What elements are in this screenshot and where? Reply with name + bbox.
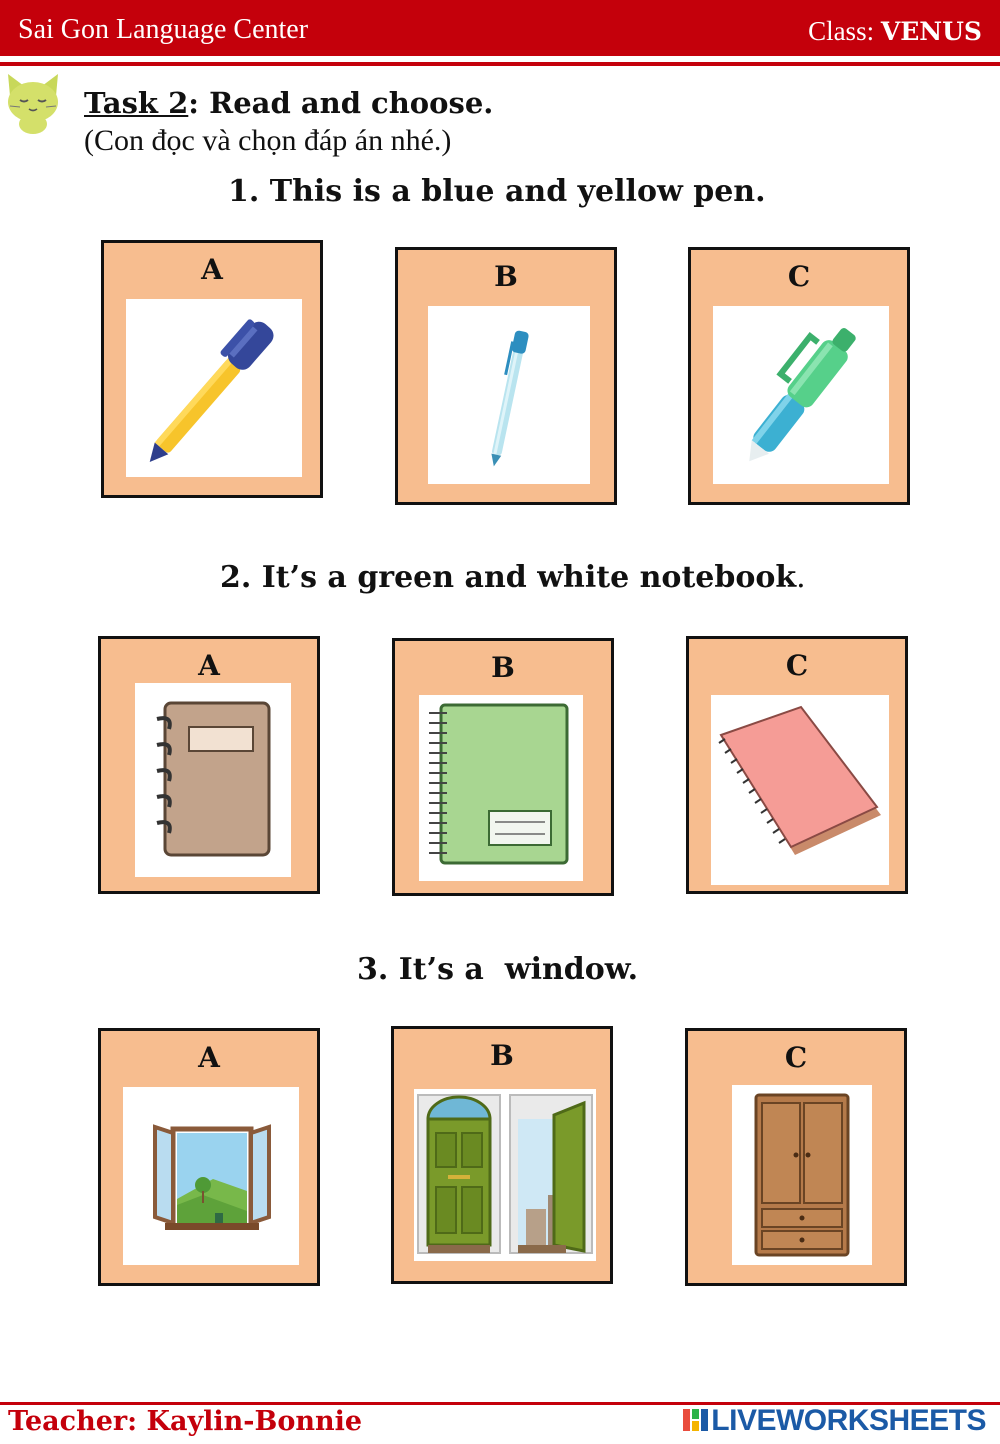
option-letter: C <box>787 260 811 293</box>
liveworksheets-logo-icon <box>683 1407 709 1433</box>
option-card-3b[interactable] <box>391 1026 613 1284</box>
option-card-1c[interactable] <box>688 247 910 505</box>
class-label: Class: <box>808 16 875 46</box>
question-2-text: 2. It’s a green and white notebook <box>220 560 797 595</box>
cat-mascot-icon <box>4 72 62 134</box>
option-card-3c[interactable] <box>685 1028 907 1286</box>
class-value: VENUS <box>880 17 982 46</box>
pink-notebook-icon <box>711 695 889 885</box>
green-notebook-icon <box>419 695 583 881</box>
center-name: Sai Gon Language Center <box>18 14 309 45</box>
option-letter: C <box>784 1041 808 1074</box>
option-card-3a[interactable] <box>98 1028 320 1286</box>
option-card-2c[interactable] <box>686 636 908 894</box>
brand-name: LIVEWORKSHEETS <box>711 1404 986 1437</box>
brown-notebook-icon <box>135 683 291 877</box>
option-letter: C <box>785 649 809 682</box>
green-doors-icon <box>414 1089 596 1261</box>
option-letter: B <box>491 651 515 684</box>
header-bar <box>0 0 1000 56</box>
question-1: 1. This is a blue and yellow pen. <box>228 174 766 209</box>
option-letter: A <box>201 253 223 286</box>
option-letter: A <box>198 649 220 682</box>
option-letter: B <box>490 1039 514 1072</box>
task-instruction: : Read and choose. <box>188 86 494 120</box>
green-blue-pen-icon <box>713 306 889 484</box>
task-subtitle: (Con đọc và chọn đáp án nhé.) <box>84 124 452 157</box>
question-3: 3. It’s a window. <box>357 952 639 987</box>
task-title <box>84 86 493 120</box>
brand-mark <box>683 1404 986 1438</box>
task-number: Task 2 <box>84 86 189 120</box>
class-info <box>808 16 982 47</box>
header-divider <box>0 62 1000 66</box>
wardrobe-icon <box>732 1085 872 1265</box>
option-card-2a[interactable] <box>98 636 320 894</box>
open-window-icon <box>123 1087 299 1265</box>
option-card-1a[interactable] <box>101 240 323 498</box>
question-2-period: . <box>796 560 806 595</box>
thin-blue-pen-icon <box>428 306 590 484</box>
question-2 <box>220 560 806 595</box>
teacher-name: Teacher: Kaylin-Bonnie <box>8 1406 363 1437</box>
option-card-1b[interactable] <box>395 247 617 505</box>
option-letter: A <box>198 1041 220 1074</box>
yellow-blue-pen-icon <box>126 299 302 477</box>
option-letter: B <box>494 260 518 293</box>
option-card-2b[interactable] <box>392 638 614 896</box>
